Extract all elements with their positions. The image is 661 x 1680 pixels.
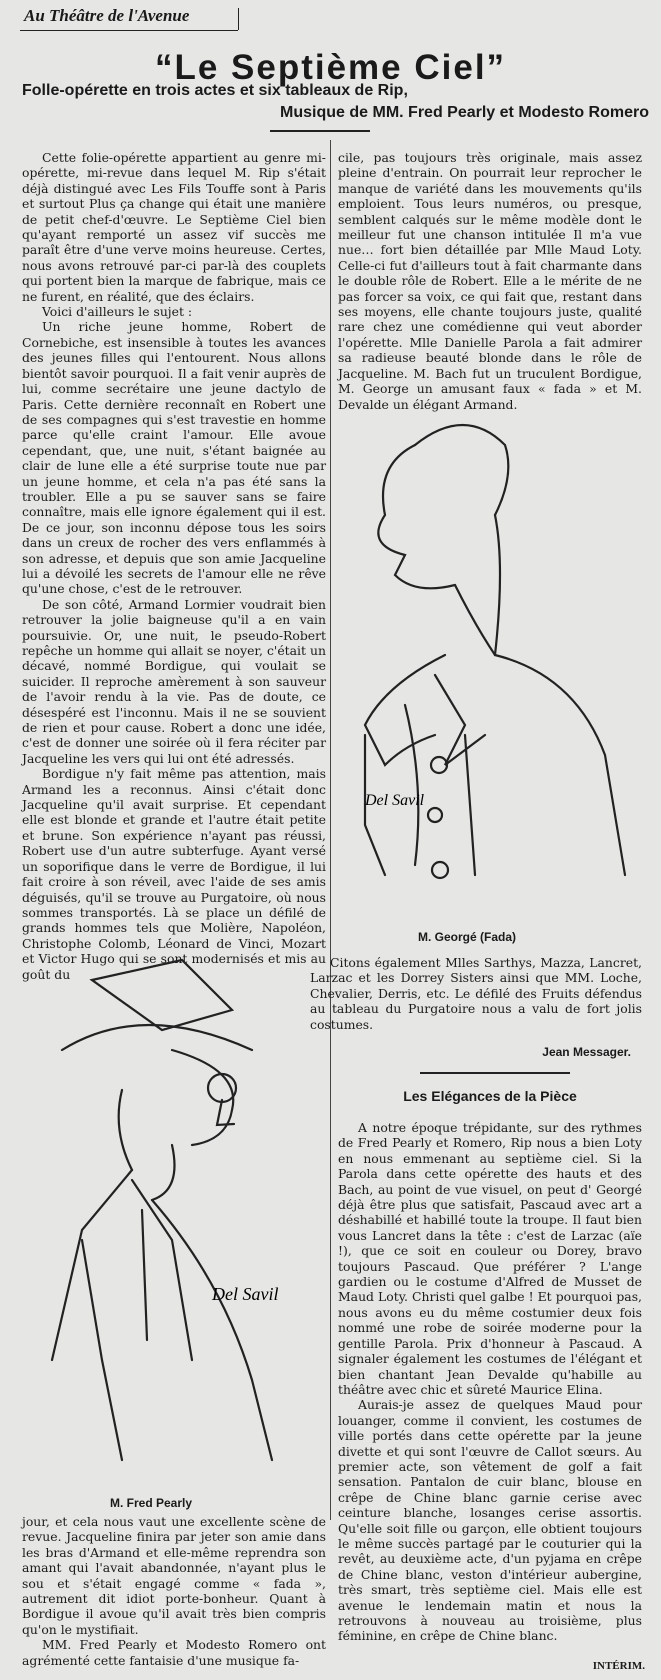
article-column-1-top	[22, 150, 326, 982]
deck-line-1: Folle-opérette en trois actes et six tableaux de Rip,	[22, 82, 408, 99]
rubric-title: Au Théâtre de l'Avenue	[24, 6, 190, 25]
paragraph: Bordigue n'y fait même pas attention, mais Armand les a reconnus. Ainsi c'était donc Jacqueline qu'il avait surprise. Et cependant elle est blonde et grande et l'autre était petite et brune. Son expérience n'ayant pas réussi, Robert use d'un autre subterfuge. Ayant versé un soporifique dans le verre de Bordigue, il lui fait croire à son réveil, avec l'aide de ses amis déguisés, qu'il se trouve au Purgatoire, où nous sommes transportés. Là se place un défilé de grands hommes tels que Molière, Napoléon, Christophe Colomb, Léonard de Vinci, Mozart et Victor Hugo qui se sont modernisés et mis au goût du	[22, 766, 326, 982]
paragraph: Un riche jeune homme, Robert de Cornebiche, est insensible à toutes les avances des jeunes filles qui l'entourent. Nous allons bientôt savoir pourquoi. Il a fait venir auprès de lui, comme secrétaire une jeune dactylo de Paris. Cette dernière reconnaît en Robert une de ses compagnes qui s'est travestie en homme parce qu'elle craint l'amour. Elle avoue cependant, que, une nuit, s'étant baignée au clair de lune elle a été surprise toute nue par un jeune homme, et cela n'a pas été sans la troubler. Elle a pu se sauver sans se faire connaître, mais elle ignore également qui il est. De ce jour, son inconnu dépose tous les soirs dans un creux de rocher des vers enflammés à son adresse, et depuis que son amie Jacqueline lui a dévoilé les secrets de l'amour elle ne rêve qu'une chose, c'est de le retrouver.	[22, 319, 326, 597]
rubric-underline	[20, 30, 238, 31]
byline-fashion: INTÉRIM.	[592, 1660, 645, 1672]
caption-george: M. Georgé (Fada)	[418, 930, 517, 944]
column-divider	[330, 140, 331, 1520]
article-column-2-bottom	[338, 1120, 642, 1644]
sketch-george	[345, 405, 635, 925]
section-rule	[420, 1072, 570, 1074]
headline-rule	[270, 130, 370, 132]
sketch-signature-george: Del Savil	[365, 792, 425, 809]
rubric-divider	[238, 8, 239, 30]
sketch-fred-pearly	[22, 940, 322, 1480]
paragraph: cile, pas toujours très originale, mais assez pleine d'entrain. On pourrait leur reprocher le manque de variété dans les mouvements qu'ils emploient. Tous leurs numéros, ou presque, semblent calqués sur le même modèle dont le meilleur fut une chanson intitulée Il m'a vue nue… fort bien détaillée par Mlle Maud Loty. Celle-ci fut d'ailleurs tout à fait charmante dans le double rôle de Robert. Elle a le mérite de ne pas forcer sa voix, ce qui fait que, restant dans ses moyens, elle chante toujours juste, qualité rare chez une comédienne qui veut aborder l'opérette. Mlle Danielle Parola a fait admirer sa radieuse beauté blonde dans le rôle de Jacqueline. M. Bach fut un truculent Bordigue, M. George un amusant faux « fada » et M. Devalde un élégant Armand.	[338, 150, 642, 412]
article-column-1-bottom	[22, 1514, 326, 1668]
paragraph: jour, et cela nous vaut une excellente scène de revue. Jacqueline finira par jeter son amie dans les bras d'Armand et elle-même reprendra son amant qui l'avait abandonnée, n'ayant plus le sou et s'était engagé comme « fada », autrement dit idiot porte-bonheur. Quant à Bordigue il avoue qu'il avait très bien compris qu'on le mystifiait.	[22, 1514, 326, 1637]
article-column-2-top	[338, 150, 642, 412]
paragraph: A notre époque trépidante, sur des rythmes de Fred Pearly et Romero, Rip nous a bien Loty en nous emmenant au septième ciel. Si la Parola dans cette opérette des hauts et des Bach, au point de vue visuel, on peut d' Georgé déjà être plus que satisfait, Pascaud avec art a déshabillé et habillé toute la troupe. Il faut bien vous Lancret dans la tête : c'est de Larzac (aïe !), que ce soit en couleur ou Dorey, bravo toujours Pascaud. Que préférer ? L'ange gardien ou le costume d'Alfred de Musset de Maud Loty. Christi quel galbe ! Et pourquoi pas, nous avons eu du même costumier deux fois nommé une robe de soirée moderne pour la gentille Parola. Prix d'honneur à Pascaud. A signaler également les costumes de l'élégant et bien chantant Jean Devalde qu'habille au théâtre avec chic et sûreté Maurice Elina.	[338, 1120, 642, 1397]
paragraph: Aurais-je assez de quelques Maud pour louanger, comme il convient, les costumes de ville portés dans cette opérette par la jeune divette et qui sont l'œuvre de Callot sœurs. Au premier acte, son vêtement de golf a fait sensation. Pantalon de cuir blanc, blouse en crêpe de Chine blanc garnie cerise avec ceinture blanche, losanges cerise assortis. Qu'elle soit fille ou garçon, elle obtient toujours le même succès partagé par le couturier qui la revêt, au deuxième acte, d'un pyjama en crêpe de Chine blanc, veston d'intérieur aubergine, très smart, très septième ciel. Mais elle est avenue le lendemain matin et nous la retrouvons à nouveau au troisième, plus féminine, en crêpe de Chine blanc.	[338, 1397, 642, 1644]
paragraph: Citons également Mlles Sarthys, Mazza, Lancret, Larzac et les Dorrey Sisters ainsi que MM. Loche, Chevalier, Derris, etc. Le défilé des Fruits défendus au tableau du Purgatoire nous a valu de fort jolis costumes.	[310, 955, 642, 1032]
section-title: Les Elégances de la Pièce	[403, 1088, 577, 1104]
paragraph: MM. Fred Pearly et Modesto Romero ont agrémenté cette fantaisie d'une musique fa-	[22, 1637, 326, 1668]
deck-line-2: Musique de MM. Fred Pearly et Modesto Romero	[280, 104, 649, 121]
sketch-signature-pearly: Del Savil	[212, 1284, 279, 1304]
paragraph: Cette folie-opérette appartient au genre mi-opérette, mi-revue dans lequel M. Rip s'était déjà distingué avec Les Fils Touffe sont à Paris et surtout Plus ça change qui était une manière de petit chef-d'œuvre. Le Septième Ciel bien qu'ayant remporté un assez vif succès me paraît être d'une verve moins heureuse. Certes, nous avons retrouvé par-ci par-là des couplets qui portent bien la marque de fabrique, mais ce ne furent, en réalité, que des éclairs.	[22, 150, 326, 304]
paragraph: De son côté, Armand Lormier voudrait bien retrouver la jolie baigneuse qu'il a en vain poursuivie. Or, une nuit, le pseudo-Robert repêche un homme qui allait se noyer, c'était un décavé, nommé Bordigue, qui voulait se suicider. Il reproche amèrement à son sauveur de l'avoir rendu à la vie. Pas de doute, ce désespéré est l'inconnu. Mais il ne se souvient de rien et pour cause. Robert a donc une idée, c'est de donner une soirée où il fera réciter par Jacqueline les vers qui lui ont été adressés.	[22, 596, 326, 766]
headline: “Le Septième Ciel”	[154, 48, 507, 87]
byline-review: Jean Messager.	[542, 1045, 631, 1059]
article-column-2-middle	[310, 955, 642, 1032]
paragraph: Voici d'ailleurs le sujet :	[42, 304, 193, 320]
caption-fred-pearly: M. Fred Pearly	[110, 1496, 193, 1510]
